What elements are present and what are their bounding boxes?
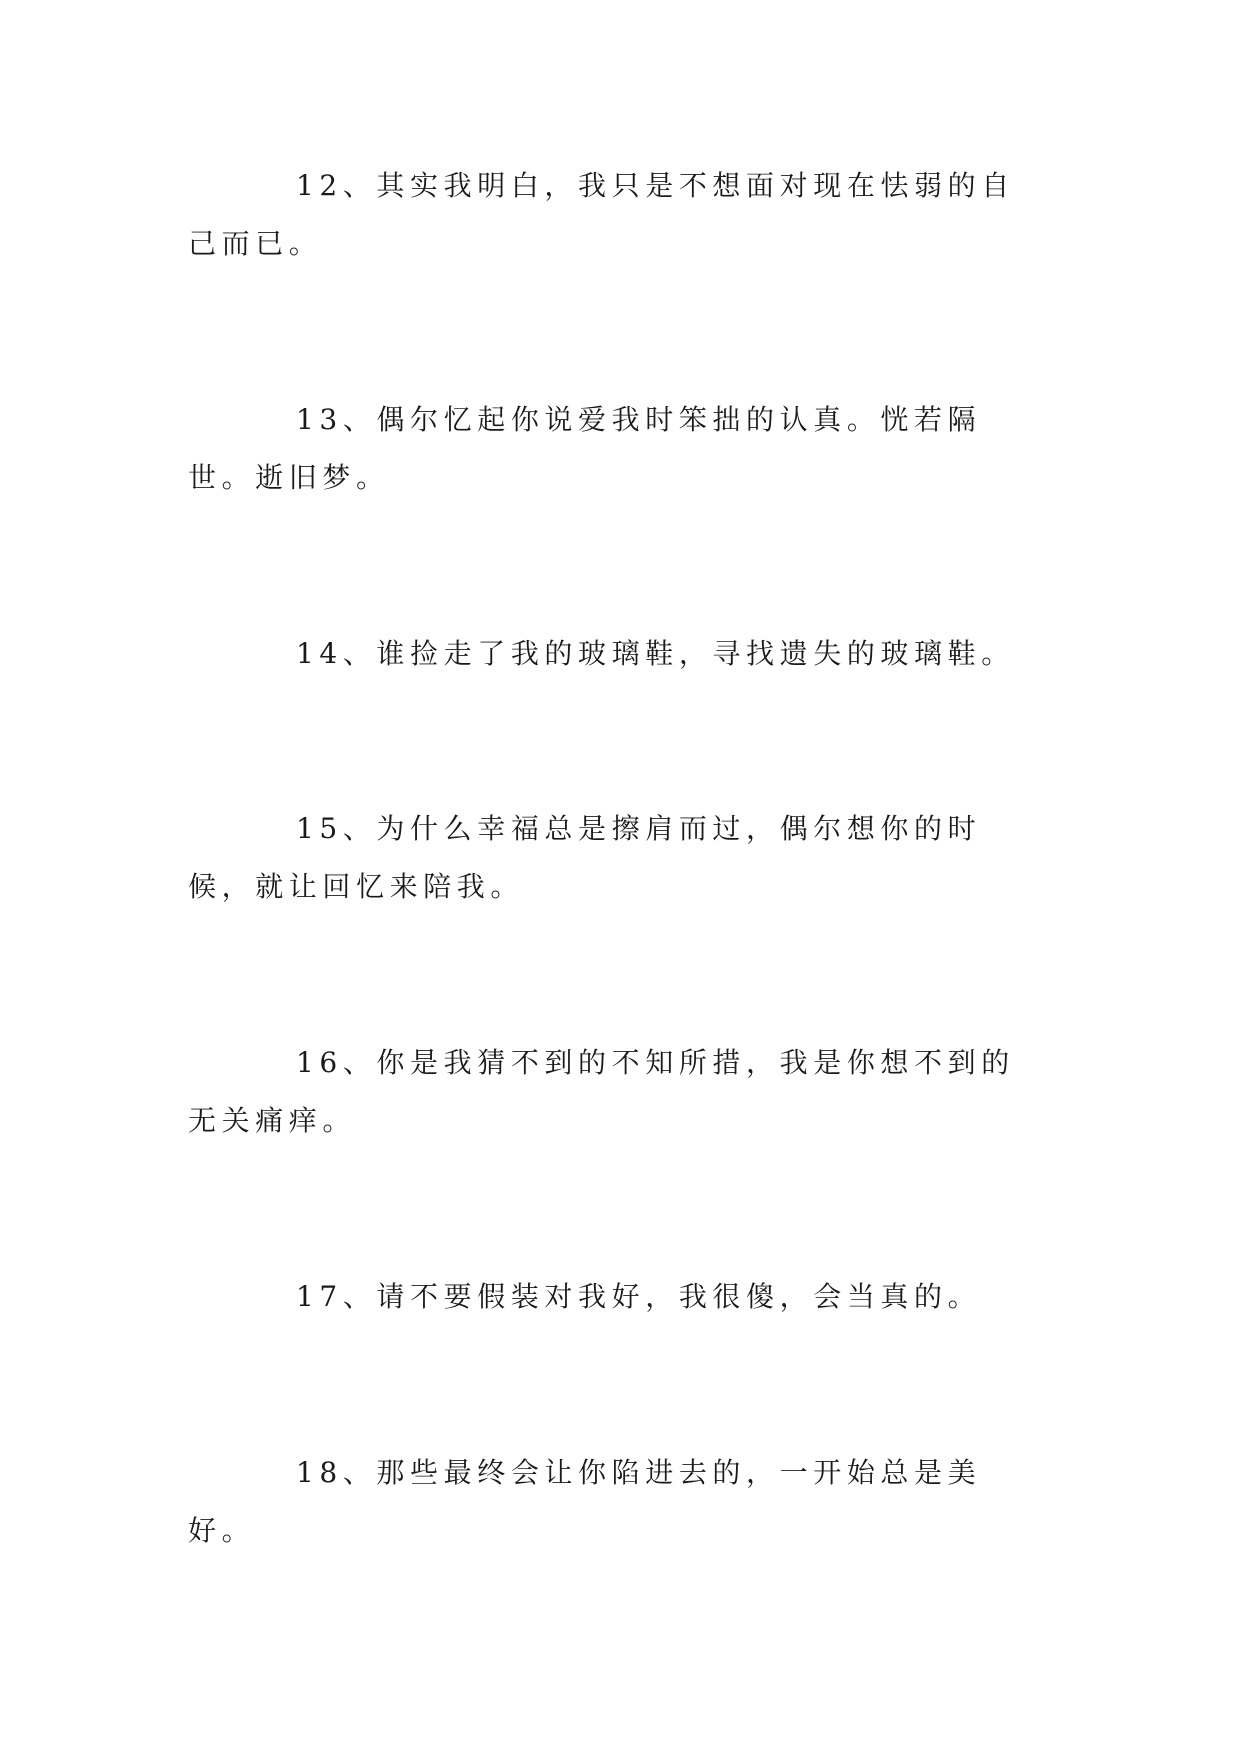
paragraph-14: 14、谁捡走了我的玻璃鞋，寻找遗失的玻璃鞋。 [296, 637, 1015, 670]
paragraph-18: 18、那些最终会让你陷进去的，一开始总是美好。 [188, 1456, 982, 1547]
paragraph-16: 16、你是我猜不到的不知所措，我是你想不到的无关痛痒。 [188, 1046, 1015, 1137]
paragraph-13: 13、偶尔忆起你说爱我时笨拙的认真。恍若隔世。逝旧梦。 [188, 403, 982, 494]
paragraph-15: 15、为什么幸福总是擦肩而过，偶尔想你的时候，就让回忆来陪我。 [188, 812, 982, 903]
paragraph-17: 17、请不要假装对我好，我很傻，会当真的。 [296, 1280, 982, 1313]
paragraph-12: 12、其实我明白，我只是不想面对现在怯弱的自己而已。 [188, 169, 1015, 260]
